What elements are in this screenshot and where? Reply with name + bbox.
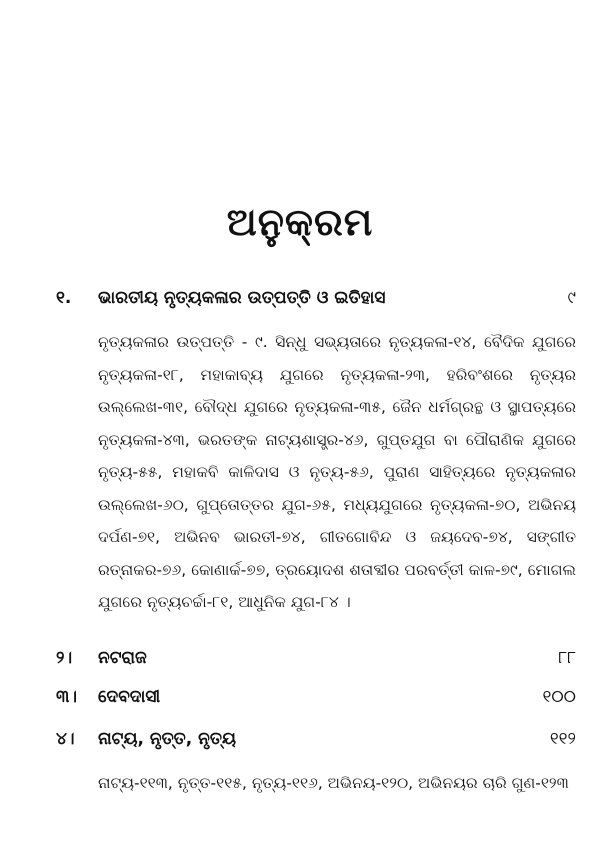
toc-entry-head [56,729,576,759]
toc-entry-4 [56,729,576,800]
entry-number: ୪। [56,729,75,749]
entry-page-number: ୧୦୦ [542,687,576,707]
entry-title: ନାଟ୍ୟ, ନୃତ୍ତ, ନୃତ୍ୟ [98,729,237,749]
entry-title: ନଟରାଜ [98,648,147,668]
entry-page-number: ୮୮ [558,648,576,668]
entry-title: ଭାରତୀୟ ନୃତ୍ୟକଳାର ଉତ୍ପତ୍ତି ଓ ଇତିହାସ [98,288,386,308]
entry-description: ନୃତ୍ୟକଳାର ଉତ୍ପତ୍ତି - ୯. ସିନ୍ଧୁ ସଭ୍ୟତାରେ ନୃତ୍ୟକଳା-୧୪, ବୈଦିକ ଯୁଗରେ ନୃତ୍ୟକଳା-୧୮, ମହାକାବ୍ୟ ଯୁଗରେ ନୃତ୍ୟକଳା-୨୩, ହରିବଂଶରେ ନୃତ୍ୟର ଉଲ୍ଲେଖ-୩୧, ବୌଦ୍ଧ ଯୁଗରେ ନୃତ୍ୟକଳା-୩୫, ଜୈନ ଧର୍ମଗ୍ରନ୍ଥ ଓ ସ୍ଥାପତ୍ୟରେ ନୃତ୍ୟକଳା-୪୩, ଭରତଙ୍କ ନାଟ୍ୟଶାସ୍ତ୍ର-୪୬, ଗୁପ୍ତଯୁଗ ବା ପୌରାଣିକ ଯୁଗରେ ନୃତ୍ୟ-୫୫, ମହାକବି କାଳିଦାସ ଓ ନୃତ୍ୟ-୫୬, ପୁରାଣ ସାହିତ୍ୟରେ ନୃତ୍ୟକଳାର ଉଲ୍ଲେଖ-୬୦, ଗୁପ୍ତୋତ୍ତର ଯୁଗ-୬୫, ମଧ୍ୟଯୁଗରେ ନୃତ୍ୟକଳା-୭୦, ଅଭିନୟ ଦର୍ପଣ-୭୧, ଅଭିନବ ଭାରତୀ-୭୪, ଗୀତଗୋବିନ୍ଦ ଓ ଜୟଦେବ-୭୪, ସଙ୍ଗୀତ ରତ୍ନାକର-୭୬, କୋଣାର୍କ-୭୭, ତ୍ରୟୋଦଶ ଶତାବ୍ଦୀର ପରବର୍ତ୍ତୀ କାଳ-୭୯, ମୋଗଲ ଯୁଗରେ ନୃତ୍ୟଚର୍ଚ୍ଚା-୮୧, ଆଧୁନିକ ଯୁଗ-୮୪ । [98,333,576,611]
entry-description: ନାଟ୍ୟ-୧୧୩, ନୃତ୍ତ-୧୧୫, ନୃତ୍ୟ-୧୧୬, ଅଭିନୟ-୧୨୦, ଅଭିନୟର ଚାରି ଗୁଣ-୧୨୩ [98,774,569,792]
toc-entry-head [56,687,576,717]
page-title: ଅନୁକ୍ରମ [226,200,374,244]
entry-title: ଦେବଦାସୀ [98,687,161,707]
toc-entry-head [56,288,576,318]
entry-page-number: ୯ [567,288,576,308]
toc-entry-2 [56,648,576,678]
entry-number: ୧. [56,288,72,308]
toc-entry-head [56,648,576,678]
entry-number: ୨। [56,648,73,668]
entry-page-number: ୧୧୨ [549,729,576,749]
entry-number: ୩। [56,687,78,707]
toc-entry-1 [56,288,576,619]
toc-entry-3 [56,687,576,717]
